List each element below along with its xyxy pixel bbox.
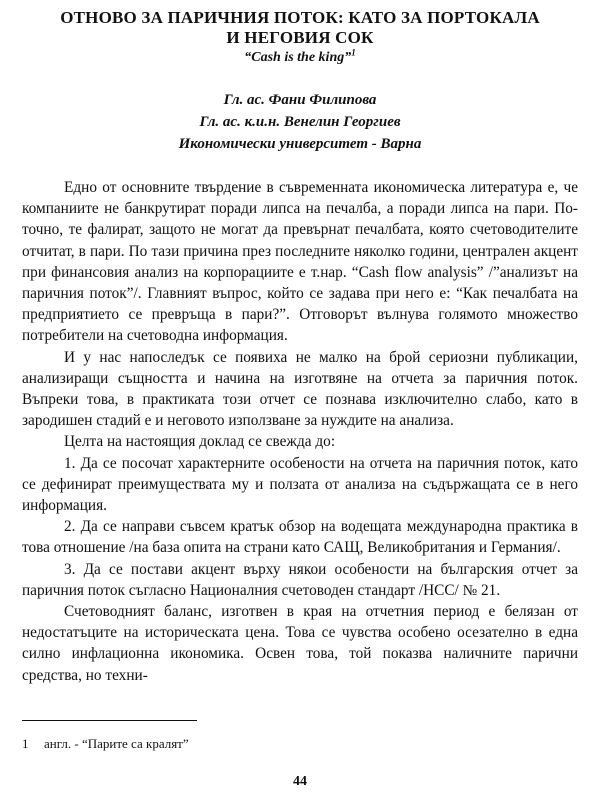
page-number: 44 — [293, 774, 307, 789]
document-page — [22, 8, 578, 789]
author-2: Гл. ас. к.и.н. Венелин Георгиев — [199, 114, 401, 130]
paragraph-6: 3. Да се постави акцент върху някои особености на българския отчет за паричния поток съгласно Националния счетоводен стандарт /НСС/ № 21. — [22, 560, 578, 599]
footnote-reference: 1 — [351, 47, 356, 58]
article-subtitle — [22, 49, 578, 67]
article-title — [22, 8, 578, 48]
footnote-marker: 1 — [22, 736, 29, 751]
footnote-text: англ. - “Парите са кралят” — [44, 736, 189, 751]
footnote-divider — [22, 720, 197, 721]
affiliation: Икономически университет - Варна — [178, 136, 422, 152]
subtitle-text: “Cash is the king” — [244, 50, 352, 65]
author-1: Гл. ас. Фани Филипова — [223, 92, 377, 108]
paragraph-2: И у нас напоследък се появиха не малко на брой сериозни публикации, анализиращи същността и начина на изготвяне на отчета за паричния поток. Въпреки това, в практиката този отчет се познава изключително слабо, като в зародишен стадий е и неговото използване за нуждите на анализа. — [22, 348, 578, 430]
author-block — [22, 89, 578, 155]
paragraph-1: Едно от основните твърдение в съвременната икономическа литература е, че компаниите не банкрутират поради липса на печалба, а поради липса на пари. По-точно, те фалират, защото не могат да превърнат печалбата, която счетоводителите отчитат, в пари. По тази причина през последните няколко години, централен акцент при финансовия анализ на корпорациите е т.нар. “Cash flow analysis” /”анализът на паричния поток”/. Главният въпрос, който се задава при него е: “Как печалбата на предприятието се превръща в пари?”. Отговорът вълнува голямото множество потребители на счетоводна информация. — [22, 179, 578, 345]
paragraph-5: 2. Да се направи съвсем кратък обзор на водещата международна практика в това отношение /на база опита на страни като САЩ, Великобритания и Германия/. — [22, 518, 578, 557]
paragraph-7: Счетоводният баланс, изготвен в края на отчетния период е белязан от недостатъците на историческата цена. Това се чувства особено осезателно в една силно инфлационна икономика. Освен това, той показва наличните парични средства, но техни- — [22, 603, 578, 684]
footnote — [22, 736, 189, 752]
paragraph-3: Целта на настоящия доклад се свежда до: — [64, 433, 336, 451]
title-line-1: ОТНОВО ЗА ПАРИЧНИЯ ПОТОК: КАТО ЗА ПОРТОКАЛА — [60, 8, 540, 27]
body-text — [22, 177, 578, 686]
title-line-2: И НЕГОВИЯ СОК — [226, 28, 374, 47]
paragraph-4: 1. Да се посочат характерните особености на отчета на паричния поток, като се дефинират преимуществата му и ползата от анализа на съдържащата се в него информация. — [22, 454, 578, 515]
